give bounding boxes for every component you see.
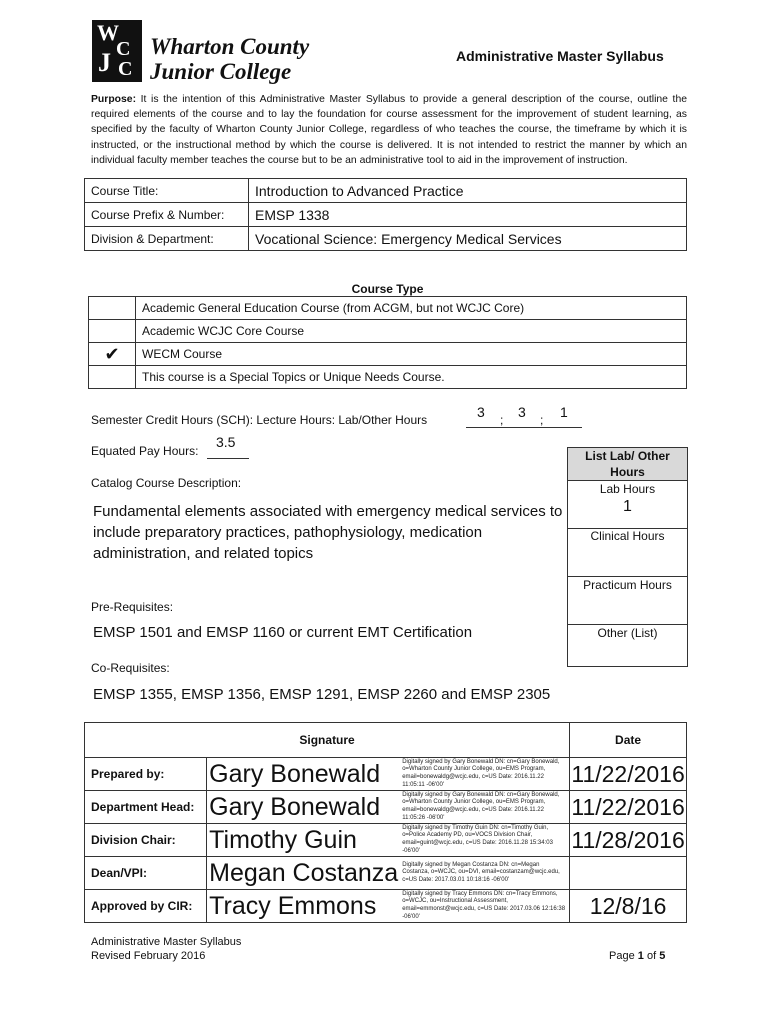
course-type-row [89, 343, 687, 366]
course-title-row [85, 179, 687, 203]
signature-date: 11/22/2016 [570, 758, 687, 791]
course-type-label: WECM Course [136, 343, 687, 366]
course-title-value: Introduction to Advanced Practice [249, 179, 687, 203]
digital-signature-text: Digitally signed by Tracy Emmons DN: cn=Tracy Emmons, o=WCJC, ou=Instructional Assessment, email=emmonst@wcjc.edu, c=US Date: 2017.03.06 12:16:38 -06'00' [400, 890, 569, 923]
lab-hours-value: 1 [560, 404, 568, 420]
signature-name: Tracy Emmons [207, 890, 401, 923]
signature-date: 11/28/2016 [570, 824, 687, 857]
signature-role: Dean/VPI: [85, 857, 207, 890]
lab-panel-header: List Lab/ Other Hours [568, 448, 687, 481]
course-type-title: Course Type [351, 282, 424, 296]
other-hours-label: Other (List) [597, 626, 658, 640]
signature-name: Timothy Guin [207, 824, 401, 857]
signature-row [85, 890, 687, 923]
clinical-hours-label: Clinical Hours [590, 529, 665, 543]
course-title-label: Course Title: [85, 179, 249, 203]
logo-letter-w: W [97, 20, 119, 45]
course-type-row [89, 320, 687, 343]
course-type-row [89, 366, 687, 389]
course-type-label: Academic General Education Course (from ACGM, but not WCJC Core) [136, 297, 687, 320]
lab-panel-row [568, 481, 687, 529]
page-current: 1 [637, 950, 644, 962]
purpose-text: It is the intention of this Administrative Master Syllabus to provide a general description of the course, outline the required elements of the course and to lay the foundation for course assessment for the improvement of student learning, as specified by the faculty of Wharton County Junior College, regardless of who teaches the course, the timeframe by which it is instructed, or the instructional method by which the course is delivered. It is not intended to restrict the manner by which an individual faculty member teaches the course but to be an administrative tool to aid in the improvement of instruction. [91, 94, 687, 166]
logo-letter-c2: C [118, 58, 133, 80]
signature-date [570, 857, 687, 890]
sch-separator: ; [500, 413, 504, 427]
logo-letter-j: J [98, 48, 111, 77]
signature-role: Prepared by: [85, 758, 207, 791]
footer-revised: Revised February 2016 [91, 950, 206, 962]
lab-panel-row [568, 577, 687, 625]
lecture-separator: ; [540, 413, 544, 427]
college-name-line1: Wharton County [150, 34, 310, 59]
course-prefix-row [85, 203, 687, 227]
signature-date: 11/22/2016 [570, 791, 687, 824]
document-title: Administrative Master Syllabus [456, 48, 664, 64]
course-prefix-label: Course Prefix & Number: [85, 203, 249, 227]
signature-row [85, 824, 687, 857]
lecture-hours-value: 3 [518, 404, 526, 420]
signature-row [85, 791, 687, 824]
page-of: of [646, 950, 657, 962]
course-type-checkbox-checked[interactable]: ✔ [89, 343, 136, 366]
course-info-table [84, 178, 687, 251]
division-row [85, 227, 687, 251]
equated-pay-value: 3.5 [216, 434, 236, 450]
signature-name: Gary Bonewald [207, 758, 401, 791]
division-label: Division & Department: [85, 227, 249, 251]
signature-name: Megan Costanza [207, 857, 401, 890]
signature-header: Signature [85, 723, 570, 758]
lab-hours-panel-value: 1 [623, 498, 632, 515]
course-prefix-value: EMSP 1338 [249, 203, 687, 227]
prereq-text: EMSP 1501 and EMSP 1160 or current EMT Certification [93, 624, 473, 641]
course-type-table [88, 282, 687, 389]
page-prefix: Page [609, 950, 635, 962]
practicum-hours-label: Practicum Hours [583, 578, 672, 592]
catalog-description: Fundamental elements associated with emergency medical services to include preparatory practices, pathophysiology, medication administration, and related topics [93, 503, 563, 562]
lab-panel-row [568, 625, 687, 668]
lab-panel-row [568, 529, 687, 577]
equated-underline [207, 458, 249, 459]
page-number [609, 949, 665, 963]
college-name [150, 34, 309, 84]
sch-label: Semester Credit Hours (SCH): Lecture Hours: Lab/Other Hours [91, 413, 428, 427]
signature-role: Approved by CIR: [85, 890, 207, 923]
date-header: Date [570, 723, 687, 758]
purpose-label: Purpose: [91, 94, 137, 105]
lab-hours-label: Lab Hours [599, 482, 656, 496]
division-value: Vocational Science: Emergency Medical Services [249, 227, 687, 251]
college-logo [92, 20, 142, 82]
signature-name: Gary Bonewald [207, 791, 401, 824]
prereq-label: Pre-Requisites: [91, 600, 174, 614]
digital-signature-text: Digitally signed by Gary Bonewald DN: cn=Gary Bonewald, o=Wharton County Junior College, ou=EMS Program, email=bonewaldg@wcjc.edu, c=US Date: 2016.11.22 11:05:26 -06'00' [400, 791, 569, 824]
digital-signature-text: Digitally signed by Timothy Guin DN: cn=Timothy Guin, o=Police Academy PD, ou=VOCS Division Chair, email=guint@wcjc.edu, c=US Date: 2016.11.28 15:34:03 -06'00' [400, 824, 569, 857]
signature-role: Department Head: [85, 791, 207, 824]
course-type-checkbox[interactable] [89, 366, 136, 389]
course-type-label: This course is a Special Topics or Unique Needs Course. [136, 366, 687, 389]
course-type-checkbox[interactable] [89, 297, 136, 320]
college-name-line2: Junior College [150, 59, 292, 84]
digital-signature-text: Digitally signed by Gary Bonewald DN: cn=Gary Bonewald, o=Wharton County Junior College, ou=EMS Program, email=bonewaldg@wcjc.edu, c=US Date: 2016.11.22 11:05:11 -06'00' [400, 758, 569, 791]
coreq-label: Co-Requisites: [91, 661, 170, 675]
sch-underline [466, 427, 582, 428]
catalog-label: Catalog Course Description: [91, 476, 242, 490]
signature-table [84, 722, 687, 923]
course-type-checkbox[interactable] [89, 320, 136, 343]
signature-role: Division Chair: [85, 824, 207, 857]
lab-hours-panel [567, 447, 688, 667]
coreq-text: EMSP 1355, EMSP 1356, EMSP 1291, EMSP 2260 and EMSP 2305 [93, 686, 551, 703]
purpose-paragraph [91, 92, 687, 168]
signature-date: 12/8/16 [570, 890, 687, 923]
page-total: 5 [659, 950, 666, 962]
footer-doc-name: Administrative Master Syllabus [91, 936, 242, 948]
digital-signature-text: Digitally signed by Megan Costanza DN: cn=Megan Costanza, o=WCJC, ou=DVI, email=costanzam@wcjc.edu, c=US Date: 2017.03.01 10:18:16 -06'00' [400, 857, 569, 890]
signature-row [85, 758, 687, 791]
course-type-label: Academic WCJC Core Course [136, 320, 687, 343]
logo-letter-c: C [116, 38, 131, 60]
signature-row [85, 857, 687, 890]
footer-left [91, 935, 241, 963]
course-type-row [89, 297, 687, 320]
sch-value: 3 [477, 404, 485, 420]
equated-pay-label: Equated Pay Hours: [91, 444, 199, 458]
